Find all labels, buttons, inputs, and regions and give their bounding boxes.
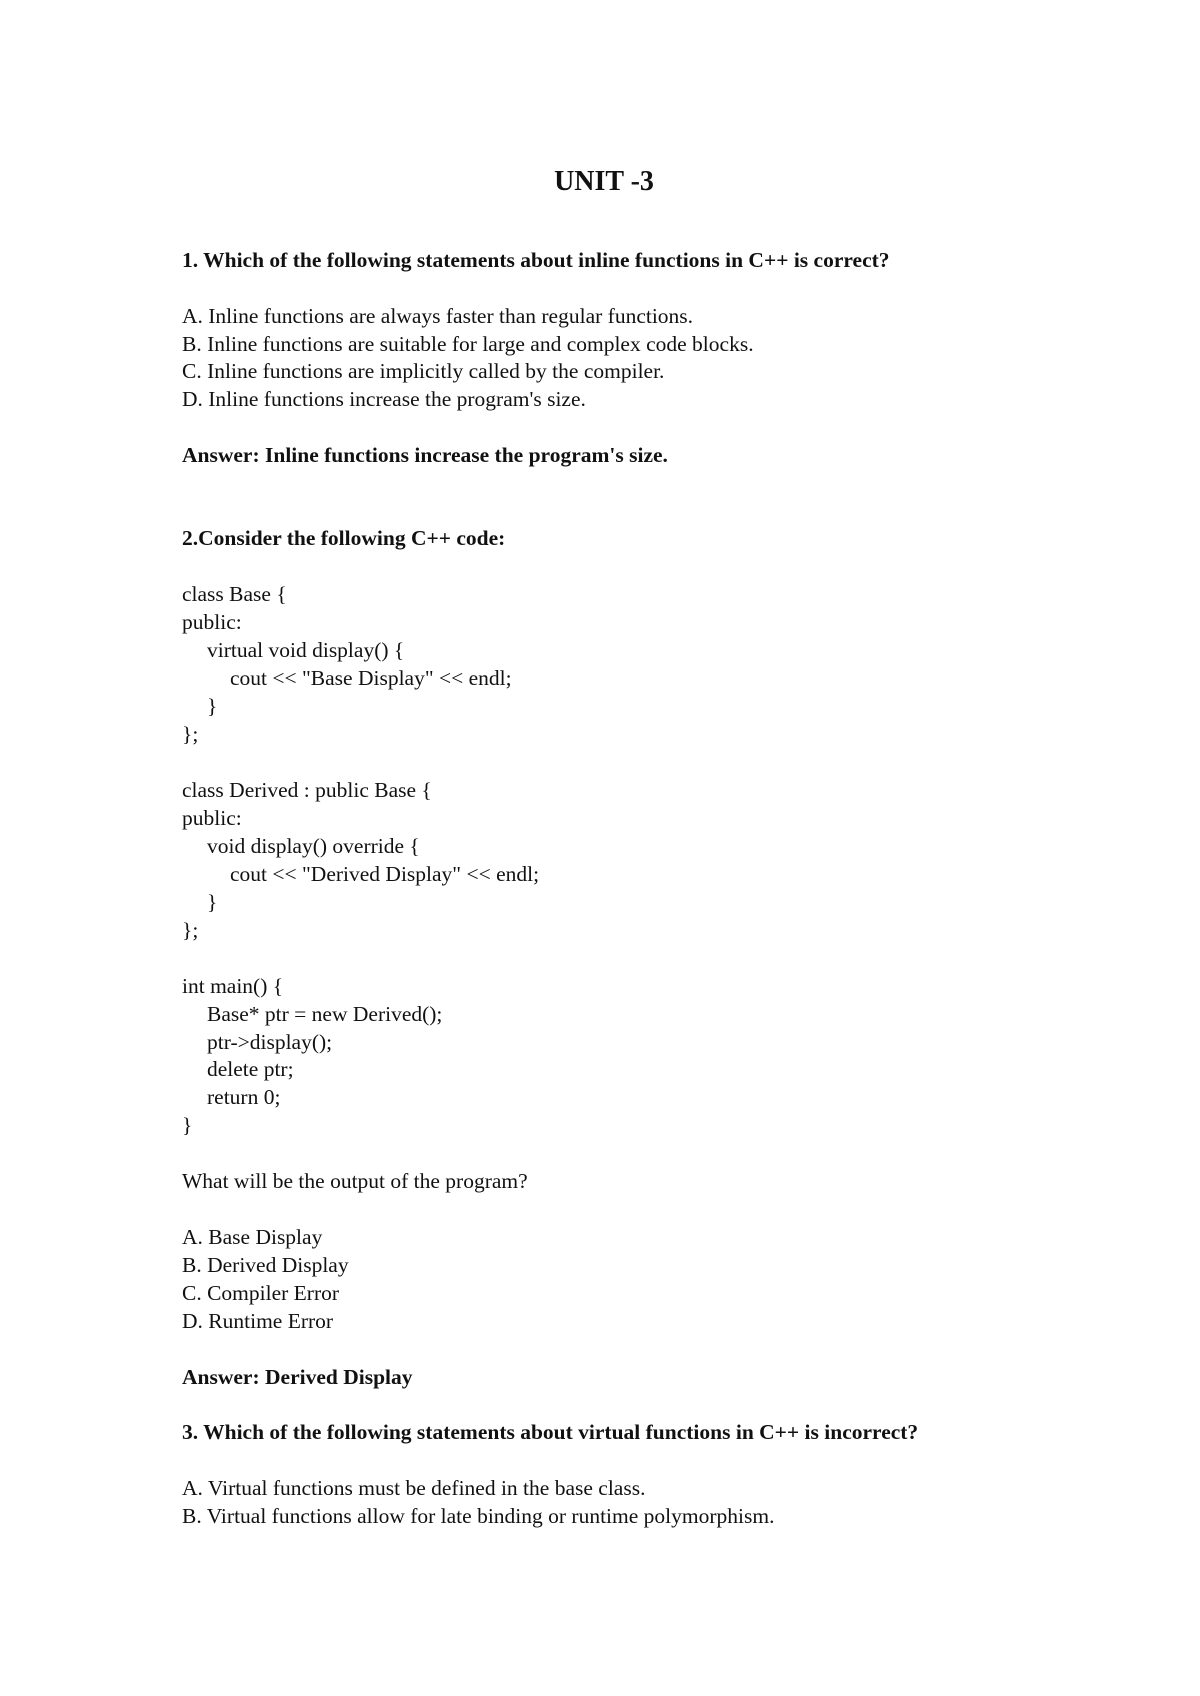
code-line: public: [182,610,242,634]
question-1-option-b: B. Inline functions are suitable for large and complex code blocks. [182,332,754,356]
code-line: int main() { [182,974,284,998]
code-line: } [207,694,218,718]
question-1-option-a: A. Inline functions are always faster than regular functions. [182,304,694,328]
code-line: void display() override { [207,834,420,858]
question-2-prompt: 2.Consider the following C++ code: [182,526,506,550]
code-line: virtual void display() { [207,638,405,662]
code-line: return 0; [207,1085,281,1109]
code-line: ptr->display(); [207,1030,333,1054]
code-line: } [207,890,218,914]
code-line: } [182,1113,193,1137]
question-2-option-d: D. Runtime Error [182,1309,334,1333]
code-line: Base* ptr = new Derived(); [207,1002,443,1026]
code-line: delete ptr; [207,1057,294,1081]
question-1-option-d: D. Inline functions increase the program's size. [182,387,586,411]
code-line: }; [182,918,199,942]
code-line: class Derived : public Base { [182,778,432,802]
question-3-prompt: 3. Which of the following statements about virtual functions in C++ is incorrect? [182,1420,919,1444]
question-3-option-a: A. Virtual functions must be defined in the base class. [182,1476,646,1500]
page-title: UNIT -3 [554,166,654,197]
code-line: cout << "Derived Display" << endl; [230,862,540,886]
question-2-option-c: C. Compiler Error [182,1281,340,1305]
question-2-followup: What will be the output of the program? [182,1169,528,1193]
question-3-option-b: B. Virtual functions allow for late binding or runtime polymorphism. [182,1504,775,1528]
question-1-answer: Answer: Inline functions increase the program's size. [182,443,668,467]
question-2-answer: Answer: Derived Display [182,1365,413,1389]
code-line: class Base { [182,582,287,606]
question-2-option-b: B. Derived Display [182,1253,349,1277]
code-line: cout << "Base Display" << endl; [230,666,512,690]
question-1-prompt: 1. Which of the following statements about inline functions in C++ is correct? [182,248,890,272]
question-2-option-a: A. Base Display [182,1225,323,1249]
code-line: }; [182,722,199,746]
question-1-option-c: C. Inline functions are implicitly called by the compiler. [182,359,665,383]
code-line: public: [182,806,242,830]
